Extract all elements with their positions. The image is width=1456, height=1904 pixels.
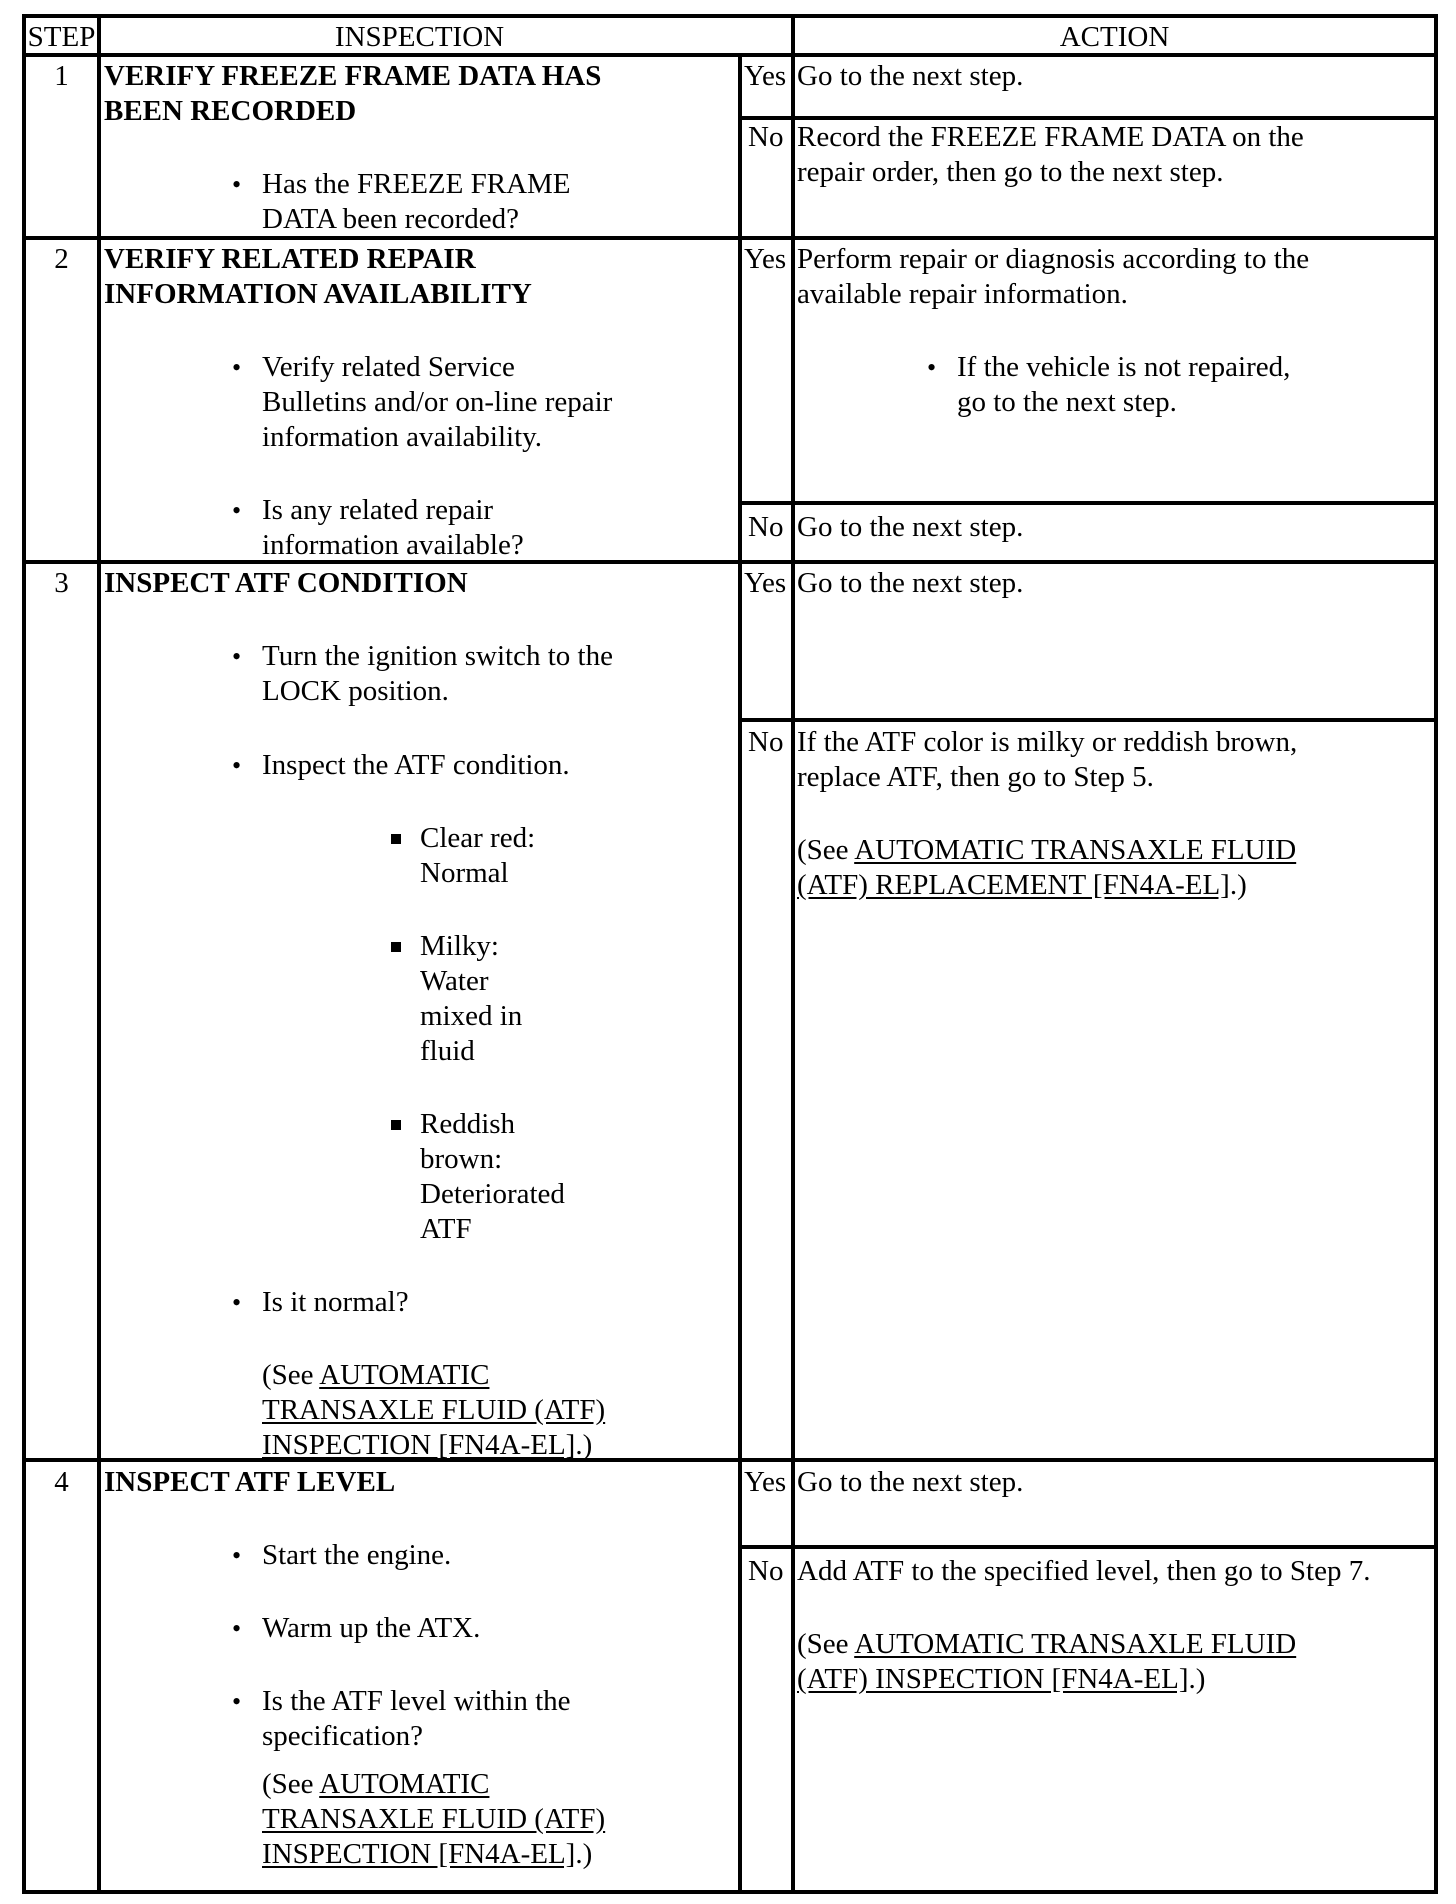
reference-link[interactable]: TRANSAXLE FLUID (ATF) bbox=[262, 1803, 606, 1835]
inspection-item: information available? bbox=[262, 529, 524, 561]
condition-subitem: Water bbox=[420, 965, 489, 997]
reference-link[interactable]: INSPECTION [FN4A-EL] bbox=[262, 1429, 576, 1461]
reference-link[interactable]: TRANSAXLE FLUID (ATF) bbox=[262, 1394, 606, 1426]
step-title: VERIFY FREEZE FRAME DATA HAS bbox=[104, 60, 602, 92]
step-number: 1 bbox=[54, 60, 69, 92]
no-label: No bbox=[748, 511, 784, 543]
step-number: 2 bbox=[54, 243, 69, 275]
inspection-item: • Is it normal? bbox=[262, 1285, 409, 1320]
reference-note: (ATF) REPLACEMENT [FN4A-EL].) bbox=[797, 869, 1247, 901]
yes-label: Yes bbox=[744, 1466, 787, 1498]
reference-link[interactable]: AUTOMATIC TRANSAXLE FLUID bbox=[854, 1628, 1297, 1660]
inspection-item: LOCK position. bbox=[262, 675, 449, 707]
yes-action: available repair information. bbox=[797, 278, 1128, 310]
condition-subitem: Milky: bbox=[420, 930, 499, 962]
inspection-item: Bulletins and/or on-line repair bbox=[262, 386, 613, 418]
reference-note: INSPECTION [FN4A-EL].) bbox=[262, 1838, 593, 1870]
no-action: Add ATF to the specified level, then go to Step 7. bbox=[797, 1555, 1371, 1587]
step-title: INFORMATION AVAILABILITY bbox=[104, 278, 532, 310]
no-action: If the ATF color is milky or reddish brown, bbox=[797, 726, 1298, 758]
reference-link[interactable]: (ATF) REPLACEMENT [FN4A-EL] bbox=[797, 869, 1230, 901]
yes-action: Perform repair or diagnosis according to the bbox=[797, 243, 1310, 275]
header-action: ACTION bbox=[1059, 21, 1170, 53]
no-label: No bbox=[748, 121, 784, 153]
reference-link[interactable]: (ATF) INSPECTION [FN4A-EL] bbox=[797, 1663, 1189, 1695]
reference-note: (ATF) INSPECTION [FN4A-EL].) bbox=[797, 1663, 1206, 1695]
reference-link[interactable]: AUTOMATIC TRANSAXLE FLUID bbox=[854, 834, 1297, 866]
step-title: INSPECT ATF LEVEL bbox=[104, 1466, 396, 1498]
condition-subitem: ATF bbox=[420, 1213, 472, 1245]
reference-note: (See AUTOMATIC bbox=[262, 1768, 490, 1800]
yes-label: Yes bbox=[744, 567, 787, 599]
reference-note: (See AUTOMATIC TRANSAXLE FLUID bbox=[797, 834, 1297, 866]
step-title: INSPECT ATF CONDITION bbox=[104, 567, 468, 599]
inspection-item: • Is the ATF level within the bbox=[262, 1684, 571, 1719]
condition-subitem: Clear red: bbox=[420, 822, 536, 854]
inspection-item: specification? bbox=[262, 1720, 424, 1752]
inspection-item: information availability. bbox=[262, 421, 542, 453]
no-action: repair order, then go to the next step. bbox=[797, 156, 1224, 188]
reference-note: (See AUTOMATIC TRANSAXLE FLUID bbox=[797, 1628, 1297, 1660]
inspection-item: • Start the engine. bbox=[262, 1538, 451, 1573]
no-action: Go to the next step. bbox=[797, 511, 1024, 543]
inspection-item: • Turn the ignition switch to the bbox=[262, 639, 613, 674]
reference-note: INSPECTION [FN4A-EL].) bbox=[262, 1429, 593, 1461]
condition-subitem: mixed in bbox=[420, 1000, 523, 1032]
condition-subitem: Normal bbox=[420, 857, 509, 889]
no-label: No bbox=[748, 1555, 784, 1587]
no-label: No bbox=[748, 726, 784, 758]
inspection-item: • Inspect the ATF condition. bbox=[262, 748, 570, 783]
no-action: replace ATF, then go to Step 5. bbox=[797, 761, 1154, 793]
condition-subitem: Reddish bbox=[420, 1108, 516, 1140]
step-title: VERIFY RELATED REPAIR bbox=[104, 243, 476, 275]
condition-subitem: brown: bbox=[420, 1143, 503, 1175]
inspection-item: • Verify related Service bbox=[262, 350, 515, 385]
condition-subitem: Deteriorated bbox=[420, 1178, 565, 1210]
yes-action: Go to the next step. bbox=[797, 60, 1024, 92]
no-action: Record the FREEZE FRAME DATA on the bbox=[797, 121, 1304, 153]
yes-action: Go to the next step. bbox=[797, 1466, 1024, 1498]
step-number: 4 bbox=[54, 1466, 69, 1498]
header-inspection: INSPECTION bbox=[334, 21, 505, 53]
step-number: 3 bbox=[54, 567, 69, 599]
yes-label: Yes bbox=[744, 243, 787, 275]
reference-link[interactable]: INSPECTION [FN4A-EL] bbox=[262, 1838, 576, 1870]
inspection-item: • Is any related repair bbox=[262, 493, 493, 528]
reference-link[interactable]: AUTOMATIC bbox=[319, 1768, 490, 1800]
condition-subitem: fluid bbox=[420, 1035, 475, 1067]
yes-action-subitem: • If the vehicle is not repaired, bbox=[957, 350, 1290, 385]
inspection-item: • Warm up the ATX. bbox=[262, 1611, 480, 1646]
reference-link[interactable]: AUTOMATIC bbox=[319, 1359, 490, 1391]
yes-action: Go to the next step. bbox=[797, 567, 1024, 599]
header-step: STEP bbox=[27, 21, 96, 53]
inspection-item: • Has the FREEZE FRAME bbox=[262, 167, 571, 202]
yes-action-subitem: go to the next step. bbox=[957, 386, 1177, 418]
reference-note: (See AUTOMATIC bbox=[262, 1359, 490, 1391]
inspection-item: DATA been recorded? bbox=[262, 203, 519, 235]
step-title: BEEN RECORDED bbox=[104, 95, 357, 127]
yes-label: Yes bbox=[744, 60, 787, 92]
